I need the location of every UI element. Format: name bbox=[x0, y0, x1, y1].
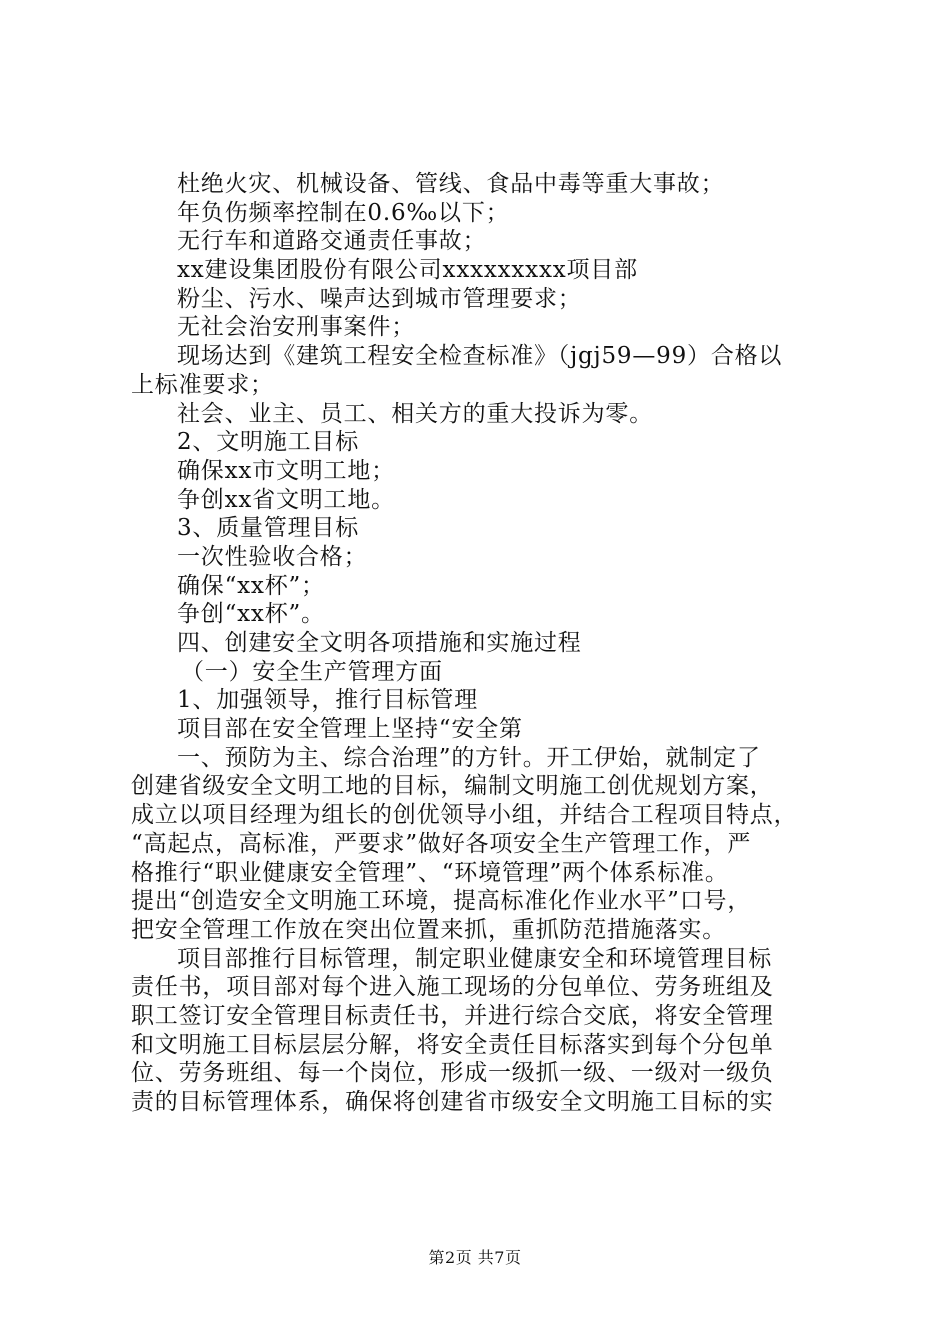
text-line: 四、创建安全文明各项措施和实施过程 bbox=[177, 630, 582, 656]
text-line: 一次性验收合格； bbox=[177, 543, 368, 570]
document-body bbox=[131, 170, 831, 1117]
text-line: 项目部推行目标管理，制定职业健康安全和环境管理目标 bbox=[177, 945, 772, 972]
text-line: 3、质量管理目标 bbox=[177, 515, 360, 542]
text-line: 粉尘、污水、噪声达到城市管理要求； bbox=[177, 285, 582, 312]
text-line: 责的目标管理体系，确保将创建省市级安全文明施工目标的实 bbox=[131, 1089, 774, 1115]
text-line: 一、预防为主、综合治理”的方针。开工伊始，就制定了 bbox=[177, 744, 761, 771]
text-line: （一）安全生产管理方面 bbox=[181, 658, 443, 685]
text-line: 社会、业主、员工、相关方的重大投诉为零。 bbox=[177, 400, 653, 427]
text-line: 成立以项目经理为组长的创优领导小组，并结合工程项目特点， bbox=[131, 802, 798, 829]
page-number-footer: 第2页 共7页 bbox=[428, 1248, 522, 1267]
text-line: 争创“xx杯”。 bbox=[177, 601, 325, 628]
text-line: 上标准要求； bbox=[131, 371, 274, 398]
text-line: 位、劳务班组、每一个岗位，形成一级抓一级、一级对一级负 bbox=[131, 1060, 774, 1087]
text-line: 年负伤频率控制在0.6‰以下； bbox=[177, 199, 510, 226]
text-line: 职工签订安全管理目标责任书，并进行综合交底，将安全管理 bbox=[131, 1002, 774, 1029]
text-line: 和文明施工目标层层分解，将安全责任目标落实到每个分包单 bbox=[131, 1031, 774, 1058]
text-line: 创建省级安全文明工地的目标，编制文明施工创优规划方案， bbox=[131, 773, 774, 800]
text-line: 提出“创造安全文明施工环境，提高标准化作业水平”口号， bbox=[131, 888, 752, 915]
text-line: 确保“xx杯”； bbox=[177, 572, 325, 599]
text-line: 责任书，项目部对每个进入施工现场的分包单位、劳务班组及 bbox=[131, 974, 774, 1001]
text-line: 把安全管理工作放在突出位置来抓，重抓防范措施落实。 bbox=[131, 916, 726, 943]
text-line: 无行车和道路交通责任事故； bbox=[177, 228, 487, 255]
text-line: 现场达到《建筑工程安全检查标准》（jgj59—99）合格以 bbox=[177, 343, 783, 370]
text-line: 1、加强领导，推行目标管理 bbox=[177, 687, 479, 714]
text-line: 2、文明施工目标 bbox=[177, 429, 360, 456]
text-line: 杜绝火灾、机械设备、管线、食品中毒等重大事故； bbox=[177, 171, 725, 197]
text-line: 项目部在安全管理上坚持“安全第 bbox=[177, 716, 523, 743]
text-line: 争创xx省文明工地。 bbox=[177, 486, 395, 513]
text-line: 无社会治安刑事案件； bbox=[177, 314, 415, 341]
text-line: 确保xx市文明工地； bbox=[177, 457, 395, 484]
text-line: 格推行“职业健康安全管理”、“环境管理”两个体系标准。 bbox=[131, 859, 729, 886]
text-line: xx建设集团股份有限公司xxxxxxxxx项目部 bbox=[177, 257, 638, 284]
text-line: “高起点，高标准，严要求”做好各项安全生产管理工作，严 bbox=[131, 830, 752, 857]
